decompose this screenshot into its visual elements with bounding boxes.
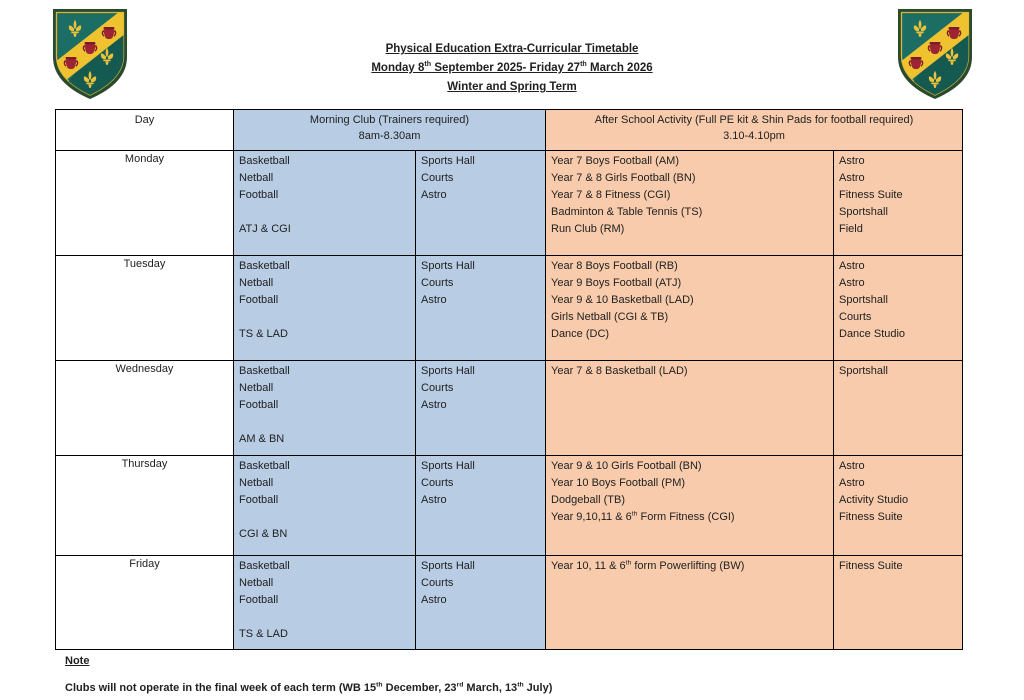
- cell-line: Astro: [421, 399, 447, 411]
- cell-line: Courts: [421, 277, 454, 289]
- note-text: Clubs will not operate in the final week of each term (WB 15th December, 23rd March, 13th July): [65, 681, 553, 694]
- cell-line: TS & LAD: [239, 328, 288, 340]
- cell-line: Year 10, 11 & 6th form Powerlifting (BW): [551, 559, 745, 572]
- blank-line: [239, 309, 410, 326]
- cell-line: Sportshall: [839, 365, 888, 377]
- cell-line: Sports Hall: [421, 155, 475, 167]
- note-heading: Note: [65, 655, 90, 667]
- day-cell: Friday: [56, 556, 234, 650]
- after-activities-cell: [546, 456, 834, 556]
- timetable-row: [56, 151, 963, 256]
- cell-line: Badminton & Table Tennis (TS): [551, 206, 703, 218]
- cell-line: Astro: [839, 277, 865, 289]
- cell-line: Year 9,10,11 & 6th Form Fitness (CGI): [551, 510, 735, 523]
- morning-activities-cell: [234, 256, 416, 361]
- cell-line: Run Club (RM): [551, 223, 625, 235]
- cell-line: Football: [239, 399, 279, 411]
- cell-line: AM & BN: [239, 433, 285, 445]
- cell-line: Netball: [239, 277, 274, 289]
- cell-line: Astro: [421, 294, 447, 306]
- timetable-row: [56, 456, 963, 556]
- after-activities-cell: [546, 151, 834, 256]
- timetable-row: [56, 256, 963, 361]
- cell-line: Netball: [239, 477, 274, 489]
- cell-line: Astro: [421, 494, 447, 506]
- after-activities-cell: [546, 256, 834, 361]
- morning-club-time: 8am-8.30am: [358, 130, 421, 142]
- cell-line: Girls Netball (CGI & TB): [551, 311, 669, 323]
- cell-line: Astro: [839, 172, 865, 184]
- blank-line: [239, 414, 410, 431]
- title-block: [0, 0, 1024, 97]
- cell-line: Sportshall: [839, 294, 888, 306]
- cell-line: Year 9 & 10 Basketball (LAD): [551, 294, 694, 306]
- date-range: Monday 8th September 2025- Friday 27th March 2026: [371, 60, 653, 74]
- morning-activities-cell: [234, 361, 416, 456]
- after-venues-cell: [834, 151, 963, 256]
- cell-line: Sports Hall: [421, 260, 475, 272]
- after-school-title: After School Activity (Full PE kit & Shin Pads for football required): [594, 114, 914, 126]
- cell-line: Year 9 & 10 Girls Football (BN): [551, 460, 702, 472]
- cell-line: Year 7 & 8 Basketball (LAD): [551, 365, 688, 377]
- cell-line: Basketball: [239, 365, 290, 377]
- cell-line: Astro: [421, 594, 447, 606]
- cell-line: Year 9 Boys Football (ATJ): [551, 277, 682, 289]
- day-cell: Wednesday: [56, 361, 234, 456]
- cell-line: Astro: [839, 155, 865, 167]
- cell-line: Fitness Suite: [839, 189, 903, 201]
- cell-line: Football: [239, 594, 279, 606]
- morning-activities-cell: [234, 556, 416, 650]
- cell-line: Dodgeball (TB): [551, 494, 625, 506]
- blank-line: [239, 609, 410, 626]
- cell-line: Field: [839, 223, 863, 235]
- timetable-row: [56, 361, 963, 456]
- morning-activities-cell: [234, 151, 416, 256]
- school-crest-icon: [50, 8, 130, 100]
- term-label: Winter and Spring Term: [447, 81, 577, 93]
- cell-line: Netball: [239, 577, 274, 589]
- cell-line: Year 8 Boys Football (RB): [551, 260, 678, 272]
- cell-line: Dance (DC): [551, 328, 610, 340]
- cell-line: Netball: [239, 172, 274, 184]
- cell-line: Basketball: [239, 155, 290, 167]
- cell-line: CGI & BN: [239, 528, 288, 540]
- day-cell: Thursday: [56, 456, 234, 556]
- cell-line: Football: [239, 494, 279, 506]
- cell-line: Sports Hall: [421, 460, 475, 472]
- cell-line: Football: [239, 189, 279, 201]
- blank-line: [239, 509, 410, 526]
- blank-line: [239, 204, 410, 221]
- school-crest-icon: [895, 8, 975, 100]
- after-school-header: [546, 110, 963, 151]
- cell-line: Basketball: [239, 260, 290, 272]
- day-column-header: Day: [56, 110, 234, 151]
- after-activities-cell: [546, 361, 834, 456]
- after-venues-cell: [834, 456, 963, 556]
- cell-line: Basketball: [239, 560, 290, 572]
- cell-line: Courts: [421, 477, 454, 489]
- cell-line: Astro: [839, 460, 865, 472]
- after-school-time: 3.10-4.10pm: [723, 130, 785, 142]
- cell-line: Sports Hall: [421, 365, 475, 377]
- timetable-row: [56, 556, 963, 650]
- cell-line: Netball: [239, 382, 274, 394]
- cell-line: Year 7 & 8 Girls Football (BN): [551, 172, 696, 184]
- cell-line: Football: [239, 294, 279, 306]
- cell-line: Fitness Suite: [839, 511, 903, 523]
- after-venues-cell: [834, 556, 963, 650]
- cell-line: Basketball: [239, 460, 290, 472]
- after-activities-cell: [546, 556, 834, 650]
- cell-line: TS & LAD: [239, 628, 288, 640]
- cell-line: Year 10 Boys Football (PM): [551, 477, 686, 489]
- cell-line: Activity Studio: [839, 494, 909, 506]
- morning-activities-cell: [234, 456, 416, 556]
- cell-line: Sportshall: [839, 206, 888, 218]
- cell-line: Fitness Suite: [839, 560, 903, 572]
- morning-venues-cell: [416, 456, 546, 556]
- cell-line: Dance Studio: [839, 328, 906, 340]
- morning-club-header: [234, 110, 546, 151]
- cell-line: Year 7 Boys Football (AM): [551, 155, 679, 167]
- note-block: [65, 655, 1024, 694]
- cell-line: Astro: [421, 189, 447, 201]
- morning-venues-cell: [416, 256, 546, 361]
- cell-line: Year 7 & 8 Fitness (CGI): [551, 189, 671, 201]
- morning-club-title: Morning Club (Trainers required): [309, 114, 470, 126]
- day-cell: Tuesday: [56, 256, 234, 361]
- after-venues-cell: [834, 361, 963, 456]
- timetable: [55, 109, 963, 650]
- morning-venues-cell: [416, 361, 546, 456]
- cell-line: Astro: [839, 477, 865, 489]
- cell-line: Astro: [839, 260, 865, 272]
- page-title: Physical Education Extra-Curricular Timetable: [385, 43, 639, 55]
- morning-venues-cell: [416, 151, 546, 256]
- cell-line: Sports Hall: [421, 560, 475, 572]
- morning-venues-cell: [416, 556, 546, 650]
- timetable-header-row: [56, 110, 963, 151]
- cell-line: Courts: [421, 382, 454, 394]
- cell-line: Courts: [421, 577, 454, 589]
- cell-line: Courts: [839, 311, 872, 323]
- after-venues-cell: [834, 256, 963, 361]
- cell-line: ATJ & CGI: [239, 223, 291, 235]
- day-cell: Monday: [56, 151, 234, 256]
- cell-line: Courts: [421, 172, 454, 184]
